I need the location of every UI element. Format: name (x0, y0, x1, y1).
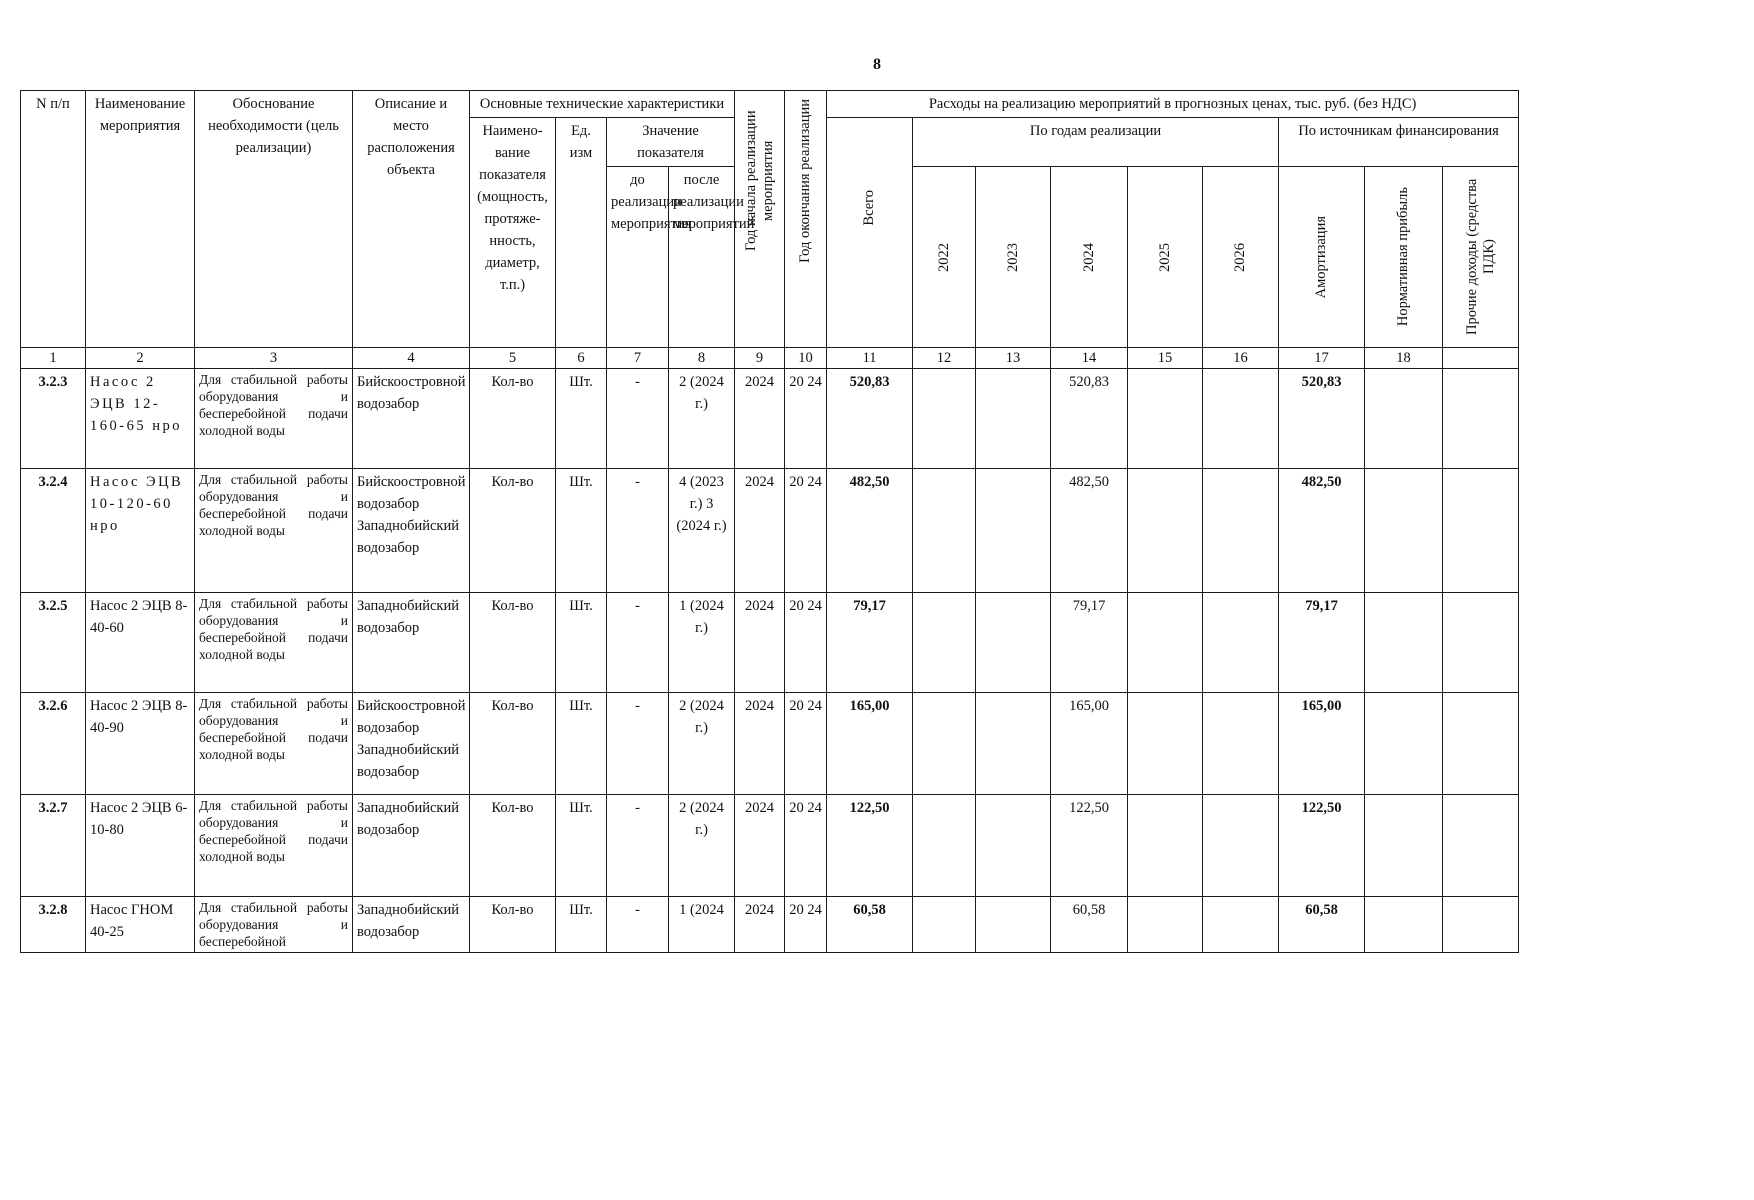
row-before: - (607, 469, 669, 593)
row-indicator: Кол-во (470, 795, 556, 897)
row-profit (1365, 469, 1443, 593)
col-num: 15 (1128, 348, 1203, 369)
row-reason: Для стабильной работы оборудования и бесперебойной подачи холодной воды (195, 693, 353, 795)
row-name: Насос 2 ЭЦВ 8-40-90 (86, 693, 195, 795)
header-costs: Расходы на реализацию мероприятий в прогнозных ценах, тыс. руб. (без НДС) (827, 91, 1519, 118)
row-2024: 79,17 (1051, 593, 1128, 693)
row-2026 (1203, 593, 1279, 693)
column-number-row (21, 348, 1519, 369)
col-num: 5 (470, 348, 556, 369)
investment-table (20, 90, 1519, 953)
row-amortization: 482,50 (1279, 469, 1365, 593)
header-year-start (735, 91, 785, 348)
row-2023 (976, 469, 1051, 593)
row-number: 3.2.6 (21, 693, 86, 795)
row-indicator: Кол-во (470, 897, 556, 953)
row-2023 (976, 897, 1051, 953)
row-2025 (1128, 795, 1203, 897)
row-total: 520,83 (827, 369, 913, 469)
col-num: 16 (1203, 348, 1279, 369)
header-2024-text: 2024 (1080, 242, 1097, 272)
row-2023 (976, 693, 1051, 795)
row-start: 2024 (735, 593, 785, 693)
row-indicator: Кол-во (470, 469, 556, 593)
col-num: 11 (827, 348, 913, 369)
row-amortization: 60,58 (1279, 897, 1365, 953)
row-2025 (1128, 369, 1203, 469)
header-name: Наименование мероприятия (86, 91, 195, 348)
row-number: 3.2.7 (21, 795, 86, 897)
row-location: Западнобийский водозабор (353, 795, 470, 897)
row-end: 20 24 (785, 897, 827, 953)
row-2022 (913, 469, 976, 593)
col-num: 12 (913, 348, 976, 369)
row-number: 3.2.4 (21, 469, 86, 593)
row-other (1443, 593, 1519, 693)
row-after: 1 (2024 (669, 897, 735, 953)
col-num: 13 (976, 348, 1051, 369)
row-reason: Для стабильной работы оборудования и бесперебойной подачи холодной воды (195, 469, 353, 593)
header-other-text: Прочие доходы (средства ПДК) (1463, 178, 1497, 336)
table-row (21, 795, 1519, 897)
table-row (21, 469, 1519, 593)
header-year-end-text: Год окончания реализации (797, 99, 814, 263)
row-end: 20 24 (785, 369, 827, 469)
row-2023 (976, 369, 1051, 469)
col-num: 17 (1279, 348, 1365, 369)
row-2022 (913, 693, 976, 795)
row-name: Насос 2 ЭЦВ 6-10-80 (86, 795, 195, 897)
row-2026 (1203, 795, 1279, 897)
row-reason: Для стабильной работы оборудования и бесперебойной подачи холодной воды (195, 795, 353, 897)
row-unit: Шт. (556, 469, 607, 593)
row-2024: 122,50 (1051, 795, 1128, 897)
row-total: 165,00 (827, 693, 913, 795)
row-name: Насос ГНОМ 40-25 (86, 897, 195, 953)
row-2025 (1128, 469, 1203, 593)
header-year-start-text: Год начала реализации мероприятия (742, 110, 776, 252)
row-start: 2024 (735, 469, 785, 593)
row-other (1443, 897, 1519, 953)
row-total: 79,17 (827, 593, 913, 693)
row-number: 3.2.8 (21, 897, 86, 953)
row-after: 2 (2024 г.) (669, 795, 735, 897)
row-after: 2 (2024 г.) (669, 369, 735, 469)
row-location: Бийскоостровной водозабор Западнобийский водозабор (353, 469, 470, 593)
col-num: 7 (607, 348, 669, 369)
table-row (21, 897, 1519, 953)
row-before: - (607, 795, 669, 897)
row-profit (1365, 693, 1443, 795)
row-location: Бийскоостровной водозабор Западнобийский водозабор (353, 693, 470, 795)
header-total-text: Всего (861, 190, 878, 226)
row-reason: Для стабильной работы оборудования и бесперебойной (195, 897, 353, 953)
row-number: 3.2.5 (21, 593, 86, 693)
row-unit: Шт. (556, 897, 607, 953)
header-reason: Обоснование необходимости (цель реализации) (195, 91, 353, 348)
row-before: - (607, 369, 669, 469)
row-total: 60,58 (827, 897, 913, 953)
row-end: 20 24 (785, 469, 827, 593)
col-num: 6 (556, 348, 607, 369)
header-2025-text: 2025 (1156, 242, 1173, 272)
row-amortization: 165,00 (1279, 693, 1365, 795)
page-number: 8 (873, 56, 881, 73)
row-after: 2 (2024 г.) (669, 693, 735, 795)
row-2025 (1128, 693, 1203, 795)
row-before: - (607, 693, 669, 795)
row-profit (1365, 593, 1443, 693)
row-start: 2024 (735, 897, 785, 953)
header-unit: Ед. изм (556, 118, 607, 348)
row-unit: Шт. (556, 693, 607, 795)
col-num (1443, 348, 1519, 369)
row-name: Насос ЭЦВ 10-120-60 нро (86, 469, 195, 593)
row-2024: 482,50 (1051, 469, 1128, 593)
header-after: после реализации мероприятий (669, 167, 735, 348)
row-indicator: Кол-во (470, 593, 556, 693)
row-start: 2024 (735, 369, 785, 469)
header-profit-text: Нормативная прибыль (1395, 187, 1412, 327)
row-location: Бийскоостровной водозабор (353, 369, 470, 469)
header-2024 (1051, 167, 1128, 348)
row-2025 (1128, 897, 1203, 953)
row-end: 20 24 (785, 693, 827, 795)
col-num: 8 (669, 348, 735, 369)
header-row-1 (21, 91, 1519, 118)
header-2025 (1128, 167, 1203, 348)
row-indicator: Кол-во (470, 693, 556, 795)
row-amortization: 520,83 (1279, 369, 1365, 469)
row-before: - (607, 593, 669, 693)
row-unit: Шт. (556, 593, 607, 693)
row-2023 (976, 795, 1051, 897)
row-total: 482,50 (827, 469, 913, 593)
table-row (21, 593, 1519, 693)
row-2024: 165,00 (1051, 693, 1128, 795)
row-profit (1365, 897, 1443, 953)
row-location: Западнобийский водозабор (353, 897, 470, 953)
header-tech: Основные технические характеристики (470, 91, 735, 118)
row-other (1443, 795, 1519, 897)
row-2022 (913, 369, 976, 469)
row-start: 2024 (735, 795, 785, 897)
header-by-years: По годам реализации (913, 118, 1279, 167)
row-2023 (976, 593, 1051, 693)
row-2026 (1203, 897, 1279, 953)
row-name: Насос 2 ЭЦВ 8-40-60 (86, 593, 195, 693)
row-after: 4 (2023 г.) 3 (2024 г.) (669, 469, 735, 593)
col-num: 18 (1365, 348, 1443, 369)
row-2024: 60,58 (1051, 897, 1128, 953)
header-tech-name: Наимено-вание показателя (мощность, протяже-нность, диаметр, т.п.) (470, 118, 556, 348)
row-unit: Шт. (556, 369, 607, 469)
row-name: Насос 2 ЭЦВ 12-160-65 нро (86, 369, 195, 469)
row-2022 (913, 897, 976, 953)
col-num: 10 (785, 348, 827, 369)
col-num: 14 (1051, 348, 1128, 369)
row-other (1443, 369, 1519, 469)
header-value: Значение показателя (607, 118, 735, 167)
row-end: 20 24 (785, 593, 827, 693)
header-before: до реализации мероприятия (607, 167, 669, 348)
row-profit (1365, 369, 1443, 469)
row-reason: Для стабильной работы оборудования и бесперебойной подачи холодной воды (195, 593, 353, 693)
header-2023 (976, 167, 1051, 348)
col-num: 1 (21, 348, 86, 369)
row-indicator: Кол-во (470, 369, 556, 469)
row-2025 (1128, 593, 1203, 693)
row-reason: Для стабильной работы оборудования и бесперебойной подачи холодной воды (195, 369, 353, 469)
row-before: - (607, 897, 669, 953)
row-profit (1365, 795, 1443, 897)
table-row (21, 693, 1519, 795)
header-location: Описание и место расположения объекта (353, 91, 470, 348)
table-row (21, 369, 1519, 469)
header-2022-text: 2022 (935, 242, 952, 272)
header-2026-text: 2026 (1232, 242, 1249, 272)
header-2023-text: 2023 (1004, 242, 1021, 272)
row-2022 (913, 795, 976, 897)
row-number: 3.2.3 (21, 369, 86, 469)
row-amortization: 79,17 (1279, 593, 1365, 693)
row-end: 20 24 (785, 795, 827, 897)
col-num: 4 (353, 348, 470, 369)
row-location: Западнобийский водозабор (353, 593, 470, 693)
row-other (1443, 693, 1519, 795)
row-2026 (1203, 693, 1279, 795)
row-2022 (913, 593, 976, 693)
header-n: N п/п (21, 91, 86, 348)
row-2026 (1203, 369, 1279, 469)
row-amortization: 122,50 (1279, 795, 1365, 897)
row-2024: 520,83 (1051, 369, 1128, 469)
row-unit: Шт. (556, 795, 607, 897)
header-profit (1365, 167, 1443, 348)
header-2022 (913, 167, 976, 348)
header-by-sources: По источникам финансирования (1279, 118, 1519, 167)
header-year-end (785, 91, 827, 348)
header-2026 (1203, 167, 1279, 348)
row-2026 (1203, 469, 1279, 593)
col-num: 3 (195, 348, 353, 369)
header-total (827, 118, 913, 348)
col-num: 2 (86, 348, 195, 369)
row-total: 122,50 (827, 795, 913, 897)
row-other (1443, 469, 1519, 593)
header-other (1443, 167, 1519, 348)
row-after: 1 (2024 г.) (669, 593, 735, 693)
header-amortization (1279, 167, 1365, 348)
row-start: 2024 (735, 693, 785, 795)
header-amortization-text: Амортизация (1313, 215, 1330, 299)
col-num: 9 (735, 348, 785, 369)
